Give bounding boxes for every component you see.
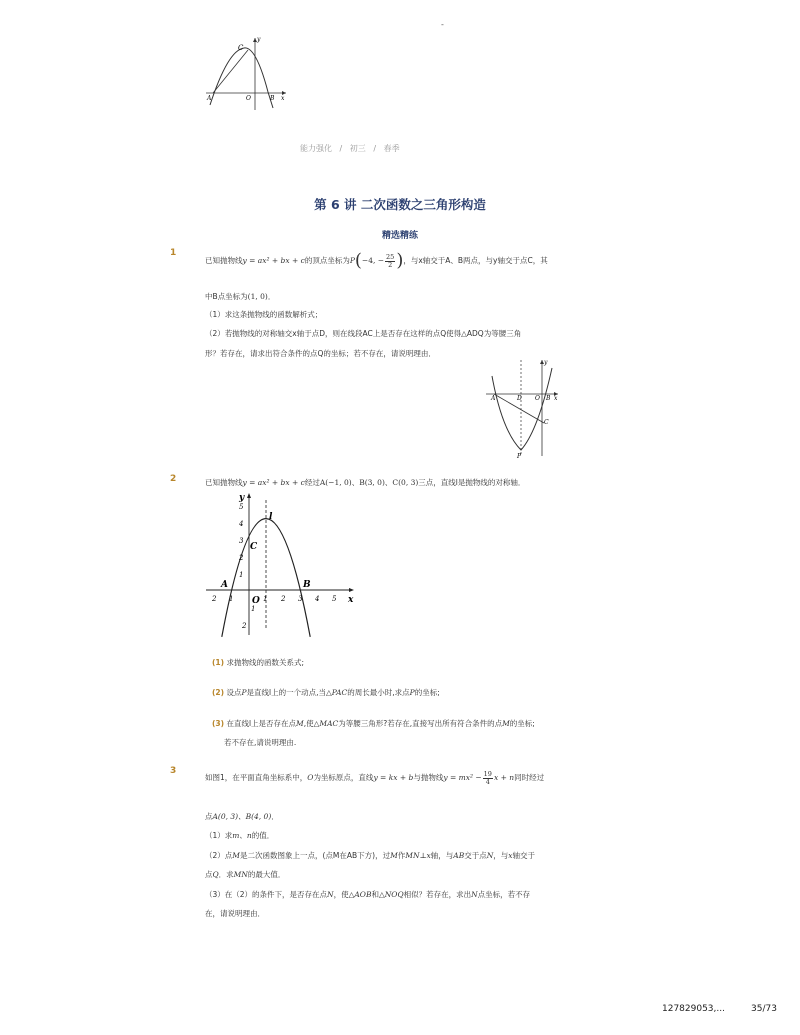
math-expression: A(−1, 0)、B(3, 0)、C(0, 3) [319, 478, 419, 487]
q1-line-2 [205, 291, 275, 302]
math-expression: m、n [232, 831, 252, 840]
text: 已知抛物线 [205, 478, 243, 487]
q2-fig-label-o: O [252, 596, 260, 606]
fraction-numerator: 19 [483, 770, 492, 778]
q2-fig-y-ticks [238, 503, 255, 630]
text: 同时经过 [514, 773, 545, 782]
text: 在直线l上是否存在点 [224, 719, 297, 728]
top-fig-label-a: A [207, 95, 212, 102]
q2-fig-label-c: C [250, 542, 258, 552]
q3-part-3 [205, 889, 530, 900]
q2-fig-xtick: 3 [298, 595, 303, 603]
breadcrumb-item: 能力强化 [300, 144, 332, 153]
text: （2）点 [205, 851, 233, 860]
text: 中B点坐标为 [205, 292, 248, 301]
math-expression: MN⊥x [405, 851, 431, 860]
text: ． [271, 812, 279, 821]
text: （3）在（2）的条件下，是否存在点 [205, 890, 328, 899]
math-symbol: MN [233, 870, 248, 879]
text: ．求 [218, 870, 234, 879]
math-symbol: MAC [319, 719, 339, 728]
math-symbol: PAC [331, 688, 348, 697]
math-expression: A(0, 3)、B(4, 0) [212, 812, 272, 821]
top-fig-label-c: C [238, 44, 244, 52]
top-fig-line-ac [213, 50, 248, 93]
q2-part-3 [212, 718, 535, 729]
math-expression: −4, − [361, 256, 385, 265]
math-symbol: N [486, 851, 494, 860]
q1-fig-parabola [492, 368, 552, 450]
footer-file-id: 127829053,... [662, 1004, 725, 1014]
text: 求抛物线的函数关系式; [224, 658, 304, 667]
text: ，与x轴交于A、B两点，与y轴交于点C，其 [403, 256, 548, 265]
q1-part-2-cont: 形？若存在，请求出符合条件的点Q的坐标；若不存在，请说明理由． [205, 349, 436, 358]
text: 为坐标原点，直线 [313, 773, 374, 782]
top-parabola-figure [200, 30, 292, 112]
text: 设点 [224, 688, 242, 697]
q1-part-1: （1）求这条抛物线的函数解析式； [205, 310, 323, 319]
q1-fig-label-b: B [546, 395, 551, 402]
q1-fig-label-d: D [517, 395, 522, 402]
math-expression: △NOQ [378, 890, 404, 899]
text: （1）求 [205, 831, 233, 840]
top-fig-label-x: x [281, 95, 285, 102]
sub-question-number: (3) [212, 719, 225, 728]
q2-fig-label-y: y [239, 493, 245, 503]
text: 的坐标; [509, 719, 535, 728]
q2-part-3-cont: 若不存在,请说明理由. [224, 738, 297, 747]
breadcrumb-separator: / [339, 144, 343, 153]
q1-part-2: （2）若抛物线的对称轴交x轴于点D，则在线段AC上是否存在这样的点Q使得△ADQ为等腰三角 [205, 329, 522, 338]
text: 的顶点坐标为 [304, 256, 350, 265]
sub-question-number: (2) [212, 688, 225, 697]
text: 是二次函数图象上一点，(点M在AB下方)，过 [239, 851, 391, 860]
fraction [483, 771, 493, 785]
text: 点坐标，若不存 [477, 890, 531, 899]
text: 点 [205, 870, 213, 879]
text: 轴交于 [512, 851, 536, 860]
header-mark: - [441, 20, 444, 29]
q2-fig-ytick: 5 [239, 503, 244, 511]
math-symbol: M [390, 851, 398, 860]
math-symbol: P [349, 256, 355, 265]
q2-part-1 [212, 657, 304, 668]
section-heading: 精选精练 [381, 231, 418, 241]
q2-fig-ytick: 1 [251, 605, 256, 613]
text: 为等腰三角形?若存在,直接写出所有符合条件的点 [338, 719, 503, 728]
math-symbol: N [471, 890, 478, 899]
question-number: 1 [170, 248, 177, 258]
q3-line-1 [205, 771, 544, 785]
sub-question-number: (1) [212, 658, 225, 667]
fraction-numerator: 25 [386, 253, 395, 261]
breadcrumb-item: 春季 [383, 144, 400, 153]
math-symbol: Q [212, 870, 219, 879]
math-expression: y = kx + b [373, 773, 414, 782]
breadcrumb-item: 初三 [349, 144, 366, 153]
q1-line-1: 已知抛物线y = ax² + bx + c的顶点坐标为P(−4, − $\frac{25}{2}$ )，与x轴交于A、B两点，与y轴交于点C，其 [205, 250, 548, 271]
top-fig-label-o: O [246, 95, 251, 102]
q3-part-2 [205, 850, 535, 861]
top-fig-label-b: B [270, 95, 275, 102]
q2-fig-xtick: 2 [212, 595, 217, 603]
math-symbol: M [502, 719, 510, 728]
q2-fig-label-x: x [348, 595, 354, 605]
q2-fig-xtick: 1 [263, 595, 268, 603]
q1-fig-label-o: O [535, 395, 540, 402]
q2-fig-ytick: 2 [242, 622, 247, 630]
text: 轴，与 [430, 851, 454, 860]
text: ,使△ [303, 719, 320, 728]
text: 三点，直线l是抛物线的对称轴． [418, 478, 526, 487]
q2-graph-figure [200, 490, 360, 640]
math-expression: y = ax² + bx + c [242, 256, 305, 265]
text: 的坐标; [414, 688, 440, 697]
math-expression: x + n [493, 773, 515, 782]
math-symbol: P [241, 688, 247, 697]
math-symbol: x [508, 851, 513, 860]
q2-fig-xtick: 4 [315, 595, 320, 603]
q2-fig-xtick: 5 [332, 595, 337, 603]
breadcrumb-separator: / [373, 144, 377, 153]
q1-fig-label-a: A [491, 395, 496, 402]
math-symbol: O [307, 773, 314, 782]
text: 的值． [251, 831, 275, 840]
q3-part-2-cont [205, 869, 285, 880]
top-fig-label-y: y [257, 36, 261, 43]
q2-fig-ytick: 2 [239, 554, 244, 562]
text: 点 [205, 812, 213, 821]
lesson-title: 第 6 讲 二次函数之三角形构造 [314, 197, 486, 212]
math-symbol: AB [453, 851, 465, 860]
text: 作 [397, 851, 406, 860]
text: 与抛物线 [413, 773, 444, 782]
text: 是直线l上的一个动点,当△ [246, 688, 332, 697]
q2-fig-ytick: 1 [239, 571, 244, 579]
q2-fig-x-ticks [211, 595, 337, 603]
math-expression: (1, 0) [247, 292, 268, 301]
text: 经过 [304, 478, 320, 487]
text: 的最大值． [247, 870, 286, 879]
question-number: 3 [170, 766, 177, 776]
math-symbol: P [409, 688, 415, 697]
math-symbol: M [232, 851, 240, 860]
q2-fig-label-l: l [269, 512, 273, 522]
footer-page-number: 35/73 [751, 1004, 777, 1014]
text: 已知抛物线 [205, 256, 243, 265]
fraction-denominator: 2 [385, 261, 395, 269]
math-expression: y = ax² + bx + c [242, 478, 305, 487]
text: 交于点 [464, 851, 487, 860]
q1-fig-label-p: P [517, 453, 522, 460]
q2-fig-ytick: 3 [239, 537, 244, 545]
q2-fig-label-a: A [221, 580, 228, 590]
fraction-denominator: 4 [483, 778, 493, 786]
math-expression: y = mx² − [443, 773, 482, 782]
q2-fig-xtick: 1 [229, 595, 234, 603]
q2-part-2 [212, 687, 440, 698]
q1-figure [480, 356, 562, 460]
q2-fig-ytick: 4 [239, 520, 244, 528]
q3-part-3-cont: 在，请说明理由． [205, 909, 265, 918]
math-symbol: N [327, 890, 334, 899]
q3-part-1 [205, 830, 274, 841]
text: 如图1，在平面直角坐标系中， [205, 773, 308, 782]
q3-line-2 [205, 811, 279, 822]
text: ． [267, 292, 276, 301]
text: ，使 [333, 890, 349, 899]
q2-fig-label-b: B [303, 580, 311, 590]
math-expression: △AOB [348, 890, 372, 899]
text: ，与 [493, 851, 509, 860]
q2-fig-xtick: 2 [281, 595, 286, 603]
q1-fig-label-x: x [554, 395, 558, 402]
text: 和 [371, 890, 379, 899]
breadcrumb [300, 143, 400, 154]
q2-line-1 [205, 477, 525, 488]
question-number: 2 [170, 474, 177, 484]
q1-fig-label-c: C [544, 419, 549, 426]
math-symbol: M [296, 719, 304, 728]
fraction [385, 254, 395, 268]
q1-fig-label-y: y [544, 359, 548, 366]
text: 相似？若存在，求出 [403, 890, 472, 899]
top-fig-parabola [210, 48, 273, 108]
text: 的周长最小时,求点 [347, 688, 410, 697]
